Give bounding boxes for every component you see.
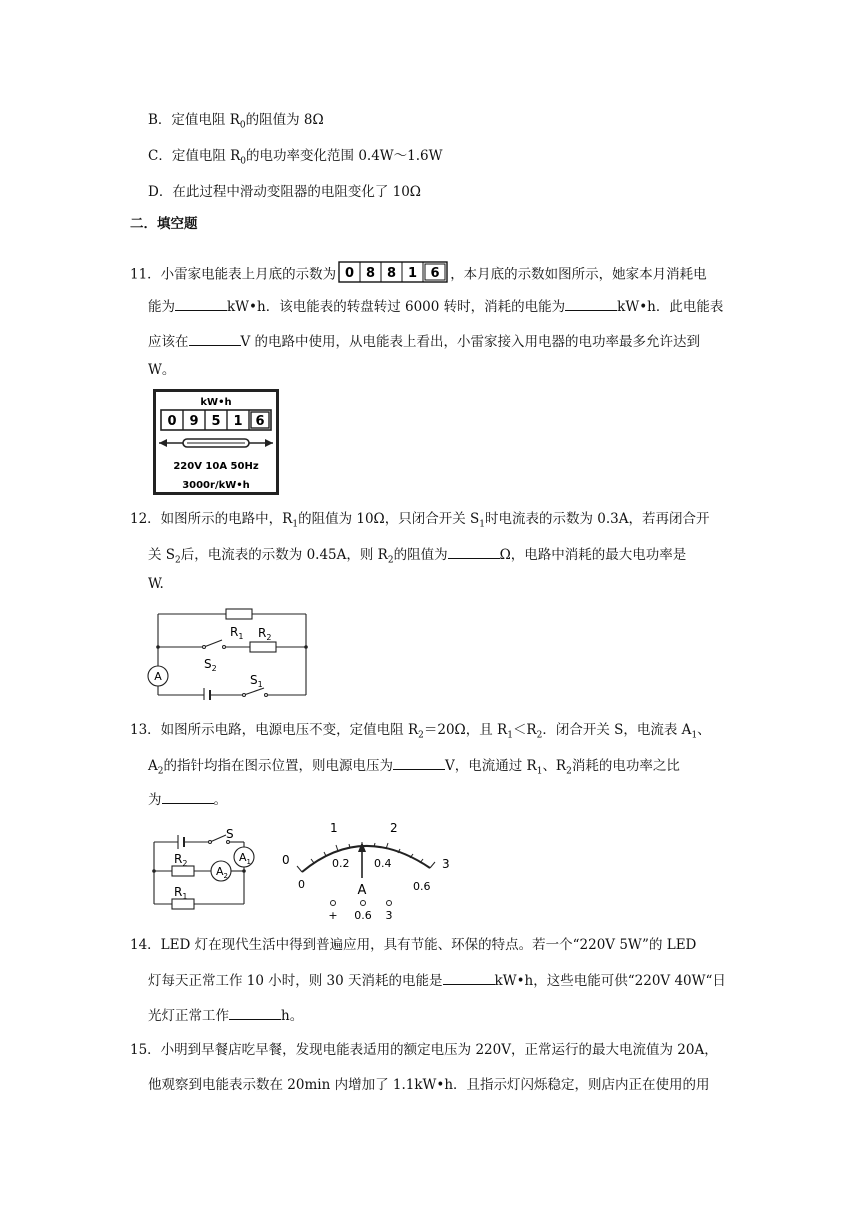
- terminal-label: 0.6: [354, 909, 372, 922]
- s1-label: $S_1$: [250, 673, 263, 689]
- inline-digit: 1: [408, 266, 418, 281]
- r1-label: $R_1$: [230, 625, 244, 641]
- dial-outer-label: 3: [442, 857, 450, 871]
- dial-inner-label: 0.6: [413, 880, 431, 893]
- q12-circuit-figure: [146, 604, 316, 704]
- r2-label: $R_2$: [258, 626, 272, 642]
- dial-outer-label: 2: [390, 821, 398, 835]
- inline-digit: 6: [430, 266, 440, 281]
- q12-line1: 12．如图所示的电路中，$R_1$的阻值为 10Ω，只闭合开关 $S_1$时电流表的示数为 0.3A，若再闭合开: [130, 511, 710, 530]
- inline-digit: 8: [387, 266, 397, 281]
- option-b: B．定值电阻 $R_0$的阻值为 8Ω: [148, 112, 324, 131]
- q11-line2: 能为 kW•h．该电能表的转盘转过 6000 转时，消耗的电能为 kW•h．此电能表: [148, 296, 723, 317]
- s2-label: $S_2$: [204, 657, 217, 673]
- inline-digit: 0: [345, 266, 355, 281]
- q12-line3: W.: [148, 576, 164, 592]
- q14-line2: 灯每天正常工作 10 小时，则 30 天消耗的电能是 kW•h，这些电能可供“220V 40W“日: [148, 970, 726, 991]
- meter-ratings: 220V 10A 50Hz: [173, 461, 259, 472]
- a1-label: $A_1$: [239, 851, 251, 866]
- r2-label: $R_2$: [174, 852, 188, 868]
- terminal-label: 3: [385, 909, 393, 922]
- inline-meter-reading: [338, 261, 448, 289]
- dial-outer-label: 1: [330, 821, 338, 835]
- dial-inner-label: 0.2: [332, 857, 350, 870]
- q15-line1: 15．小明到早餐店吃早餐，发现电能表适用的额定电压为 220V，正常运行的最大电流值为 20A，: [130, 1042, 718, 1058]
- dial-unit: A: [357, 883, 367, 898]
- switch-s-label: S: [226, 827, 234, 841]
- dial-inner-label: 0.4: [374, 857, 392, 870]
- meter-digit: 0: [167, 414, 177, 429]
- dial-inner-label: 0: [298, 878, 305, 891]
- q15-line2: 他观察到电能表示数在 20min 内增加了 1.1kW•h．且指示灯闪烁稳定，则店内正在使用的用: [148, 1077, 710, 1093]
- meter-constant: 3000r/kW•h: [182, 480, 250, 491]
- q13-line3: 为 。: [148, 789, 227, 810]
- q14-line1: 14．LED 灯在现代生活中得到普遍应用，具有节能、环保的特点。若一个“220V 5W”的 LED: [130, 937, 697, 953]
- meter-digit: 6: [255, 414, 265, 429]
- terminal-label: +: [328, 909, 338, 922]
- q11-line3: 应该在 V 的电路中使用，从电能表上看出，小雷家接入用电器的电功率最多允许达到: [148, 331, 700, 352]
- r1-label: $R_1$: [174, 885, 188, 901]
- q11-line4: W。: [148, 362, 176, 378]
- meter-digit: 1: [233, 414, 243, 429]
- q14-line3: 光灯正常工作 h。: [148, 1005, 303, 1026]
- meter-digit: 9: [189, 414, 199, 429]
- ammeter-label: A: [154, 670, 162, 683]
- dial-outer-label: 0: [282, 853, 290, 867]
- q13-circuit-figure: [146, 824, 266, 920]
- option-d: D．在此过程中滑动变阻器的电阻变化了 10Ω: [148, 184, 421, 200]
- ammeter-dial-figure: [270, 812, 470, 928]
- meter-unit: kW•h: [200, 397, 232, 408]
- option-c: C．定值电阻 $R_0$的电功率变化范围 0.4W～1.6W: [148, 148, 443, 167]
- a2-label: $A_2$: [216, 865, 228, 880]
- q13-line1: 13．如图所示电路，电源电压不变，定值电阻 $R_2=20\Omega$，且 $R_1<R_2$．闭合开关 S，电流表 $A_1$、: [130, 722, 711, 741]
- q11-line1: 11．小雷家电能表上月底的示数为 0 8 8 1 6 ，本月底的示数如图所示，她家本月消耗电: [130, 261, 707, 289]
- energy-meter-figure: [153, 389, 279, 499]
- section-title: 二．填空题: [130, 216, 198, 232]
- meter-digit: 5: [211, 414, 221, 429]
- inline-digit: 8: [366, 266, 376, 281]
- q13-line2: $A_2$的指针均指在图示位置，则电源电压为 V，电流通过 $R_1$、$R_2$消耗的电功率之比: [148, 755, 680, 782]
- q12-line2: 关 $S_2$后，电流表的示数为 0.45A，则 $R_2$的阻值为 Ω，电路中消耗的最大电功率是: [148, 544, 686, 571]
